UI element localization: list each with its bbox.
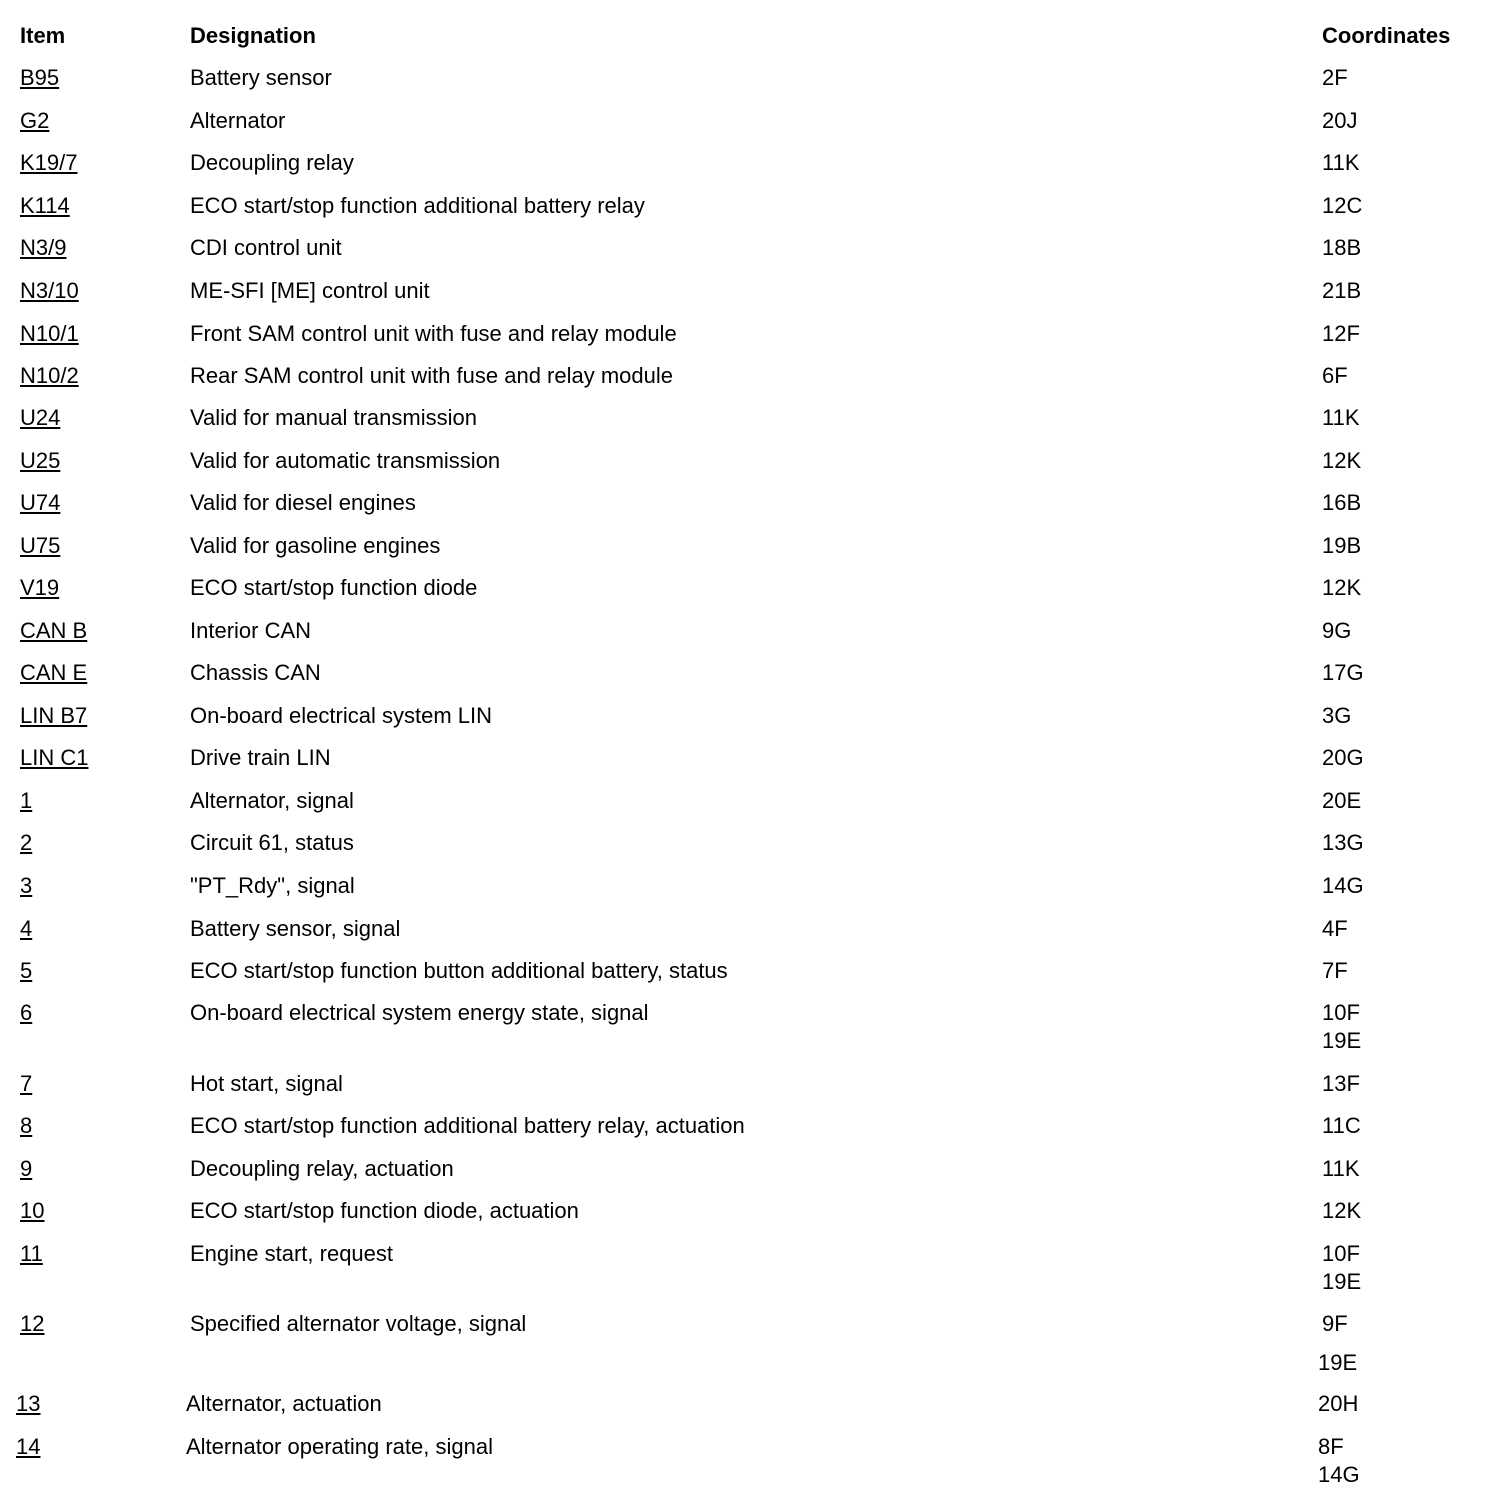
coordinate: 20H bbox=[1318, 1391, 1359, 1416]
coordinate: 12F bbox=[1322, 321, 1360, 346]
designation: Drive train LIN bbox=[190, 745, 331, 770]
item-link[interactable]: 5 bbox=[20, 958, 33, 983]
designation: Interior CAN bbox=[190, 618, 312, 643]
coordinate: 2F bbox=[1322, 65, 1348, 90]
item-link[interactable]: 13 bbox=[16, 1391, 41, 1416]
coordinate: 20E bbox=[1322, 788, 1362, 813]
designation: Specified alternator voltage, signal bbox=[190, 1311, 527, 1336]
coordinates bbox=[1322, 915, 1348, 943]
coordinate: 13F bbox=[1322, 1071, 1360, 1096]
coordinates bbox=[1322, 447, 1361, 475]
coordinate: 14G bbox=[1318, 1462, 1360, 1487]
coordinates bbox=[1318, 1390, 1358, 1418]
item-link[interactable]: 3 bbox=[20, 873, 33, 898]
designation: Alternator, actuation bbox=[186, 1391, 382, 1416]
coordinate: 19E bbox=[1322, 1028, 1362, 1053]
designation: Engine start, request bbox=[190, 1241, 394, 1266]
coordinate: 14G bbox=[1322, 873, 1364, 898]
coordinate: 11K bbox=[1322, 1156, 1360, 1181]
coordinate: 11K bbox=[1322, 405, 1360, 430]
coordinate: 10F bbox=[1322, 1241, 1360, 1266]
coordinate: 12K bbox=[1322, 575, 1362, 600]
coordinates bbox=[1322, 362, 1348, 390]
item-link[interactable]: N10/2 bbox=[20, 363, 79, 388]
coordinates bbox=[1318, 1310, 1361, 1377]
item-link[interactable]: 4 bbox=[20, 916, 33, 941]
header-coordinates: Coordinates bbox=[1322, 23, 1451, 48]
item-link[interactable]: 2 bbox=[20, 830, 33, 855]
coordinate: 6F bbox=[1322, 363, 1348, 388]
item-link[interactable]: 9 bbox=[20, 1156, 33, 1181]
coordinates bbox=[1322, 1112, 1361, 1140]
coordinates bbox=[1322, 192, 1362, 220]
coordinate: 7F bbox=[1322, 958, 1348, 983]
coordinate: 11K bbox=[1322, 150, 1360, 175]
coordinate: 21B bbox=[1322, 278, 1362, 303]
coordinates bbox=[1322, 787, 1361, 815]
coordinates bbox=[1322, 957, 1348, 985]
item-link[interactable]: 7 bbox=[20, 1071, 33, 1096]
item-link[interactable]: 1 bbox=[20, 788, 33, 813]
item-link[interactable]: 10 bbox=[20, 1198, 45, 1223]
designation: CDI control unit bbox=[190, 235, 342, 260]
coordinates bbox=[1322, 532, 1361, 560]
designation: Circuit 61, status bbox=[190, 830, 354, 855]
header-item: Item bbox=[20, 23, 66, 48]
designation: Front SAM control unit with fuse and relay module bbox=[190, 321, 677, 346]
coordinate: 20J bbox=[1322, 108, 1358, 133]
coordinates bbox=[1322, 404, 1360, 432]
designation: Valid for automatic transmission bbox=[190, 448, 501, 473]
designation: Hot start, signal bbox=[190, 1071, 343, 1096]
item-link[interactable]: K19/7 bbox=[20, 150, 78, 175]
designation: ECO start/stop function additional battery relay bbox=[190, 193, 645, 218]
coordinate: 16B bbox=[1322, 490, 1362, 515]
item-link[interactable]: B95 bbox=[20, 65, 60, 90]
designation: Valid for diesel engines bbox=[190, 490, 416, 515]
coordinate: 18B bbox=[1322, 235, 1362, 260]
coordinates bbox=[1322, 149, 1360, 177]
coordinate: 12K bbox=[1322, 448, 1362, 473]
designation: ECO start/stop function button additional battery, status bbox=[190, 958, 728, 983]
coordinate: 11C bbox=[1322, 1113, 1361, 1138]
item-link[interactable]: 6 bbox=[20, 1000, 33, 1025]
coordinates bbox=[1322, 64, 1348, 92]
coordinates bbox=[1322, 702, 1351, 730]
coordinates bbox=[1322, 829, 1364, 857]
designation: Rear SAM control unit with fuse and relay module bbox=[190, 363, 674, 388]
designation: Alternator operating rate, signal bbox=[186, 1434, 493, 1459]
designation: ECO start/stop function additional battery relay, actuation bbox=[190, 1113, 745, 1138]
coordinate: 19E bbox=[1318, 1350, 1358, 1375]
coordinate: 4F bbox=[1322, 916, 1348, 941]
item-link[interactable]: N10/1 bbox=[20, 321, 79, 346]
designation: Battery sensor bbox=[190, 65, 332, 90]
item-link[interactable]: CAN B bbox=[20, 618, 88, 643]
coordinates bbox=[1322, 320, 1360, 348]
coordinates bbox=[1322, 1197, 1361, 1225]
coordinates bbox=[1322, 574, 1361, 602]
item-link[interactable]: U24 bbox=[20, 405, 61, 430]
item-link[interactable]: G2 bbox=[20, 108, 50, 133]
coordinate: 12C bbox=[1322, 193, 1363, 218]
coordinate: 9G bbox=[1322, 618, 1352, 643]
designation: Decoupling relay bbox=[190, 150, 354, 175]
coordinates bbox=[1322, 277, 1361, 305]
coordinates bbox=[1322, 744, 1364, 772]
item-link[interactable]: V19 bbox=[20, 575, 60, 600]
coordinate: 13G bbox=[1322, 830, 1364, 855]
designation: ME-SFI [ME] control unit bbox=[190, 278, 430, 303]
coordinate: 12K bbox=[1322, 1198, 1362, 1223]
designation: On-board electrical system LIN bbox=[190, 703, 492, 728]
item-link[interactable]: CAN E bbox=[20, 660, 88, 685]
coordinates bbox=[1322, 489, 1361, 517]
coordinates bbox=[1322, 1070, 1360, 1098]
coordinates bbox=[1322, 999, 1361, 1055]
coordinate: 17G bbox=[1322, 660, 1364, 685]
coordinate: 8F bbox=[1318, 1434, 1344, 1459]
item-link[interactable]: K114 bbox=[20, 193, 70, 218]
coordinate: 19B bbox=[1322, 533, 1362, 558]
item-link[interactable]: 11 bbox=[20, 1241, 43, 1266]
designation: Battery sensor, signal bbox=[190, 916, 401, 941]
designation: Decoupling relay, actuation bbox=[190, 1156, 454, 1181]
item-link[interactable]: 8 bbox=[20, 1113, 33, 1138]
designation: On-board electrical system energy state, signal bbox=[190, 1000, 649, 1025]
item-link[interactable]: 12 bbox=[20, 1311, 45, 1336]
coordinates bbox=[1322, 617, 1351, 645]
designation: Valid for manual transmission bbox=[190, 405, 477, 430]
designation: ECO start/stop function diode, actuation bbox=[190, 1198, 579, 1223]
coordinates bbox=[1318, 1433, 1360, 1489]
coordinates bbox=[1322, 234, 1361, 262]
coordinate: 19E bbox=[1322, 1269, 1362, 1294]
coordinate: 3G bbox=[1322, 703, 1352, 728]
coordinate: 20G bbox=[1322, 745, 1364, 770]
item-link[interactable]: N3/10 bbox=[20, 278, 79, 303]
coordinates bbox=[1322, 659, 1364, 687]
coordinates bbox=[1322, 1155, 1360, 1183]
item-link[interactable]: LIN C1 bbox=[20, 745, 89, 770]
coordinate: 10F bbox=[1322, 1000, 1360, 1025]
item-link[interactable]: U25 bbox=[20, 448, 61, 473]
item-link[interactable]: U74 bbox=[20, 490, 61, 515]
designation: Chassis CAN bbox=[190, 660, 321, 685]
designation: Alternator, signal bbox=[190, 788, 354, 813]
designation: "PT_Rdy", signal bbox=[190, 873, 355, 898]
coordinate: 9F bbox=[1322, 1311, 1348, 1336]
header-designation: Designation bbox=[190, 23, 316, 48]
coordinates bbox=[1322, 1240, 1361, 1296]
item-link[interactable]: LIN B7 bbox=[20, 703, 88, 728]
designation: ECO start/stop function diode bbox=[190, 575, 478, 600]
item-link[interactable]: 14 bbox=[16, 1434, 41, 1459]
designation: Alternator bbox=[190, 108, 286, 133]
coordinates bbox=[1322, 872, 1364, 900]
item-link[interactable]: U75 bbox=[20, 533, 61, 558]
coordinates bbox=[1322, 107, 1357, 135]
designation: Valid for gasoline engines bbox=[190, 533, 441, 558]
item-link[interactable]: N3/9 bbox=[20, 235, 67, 260]
